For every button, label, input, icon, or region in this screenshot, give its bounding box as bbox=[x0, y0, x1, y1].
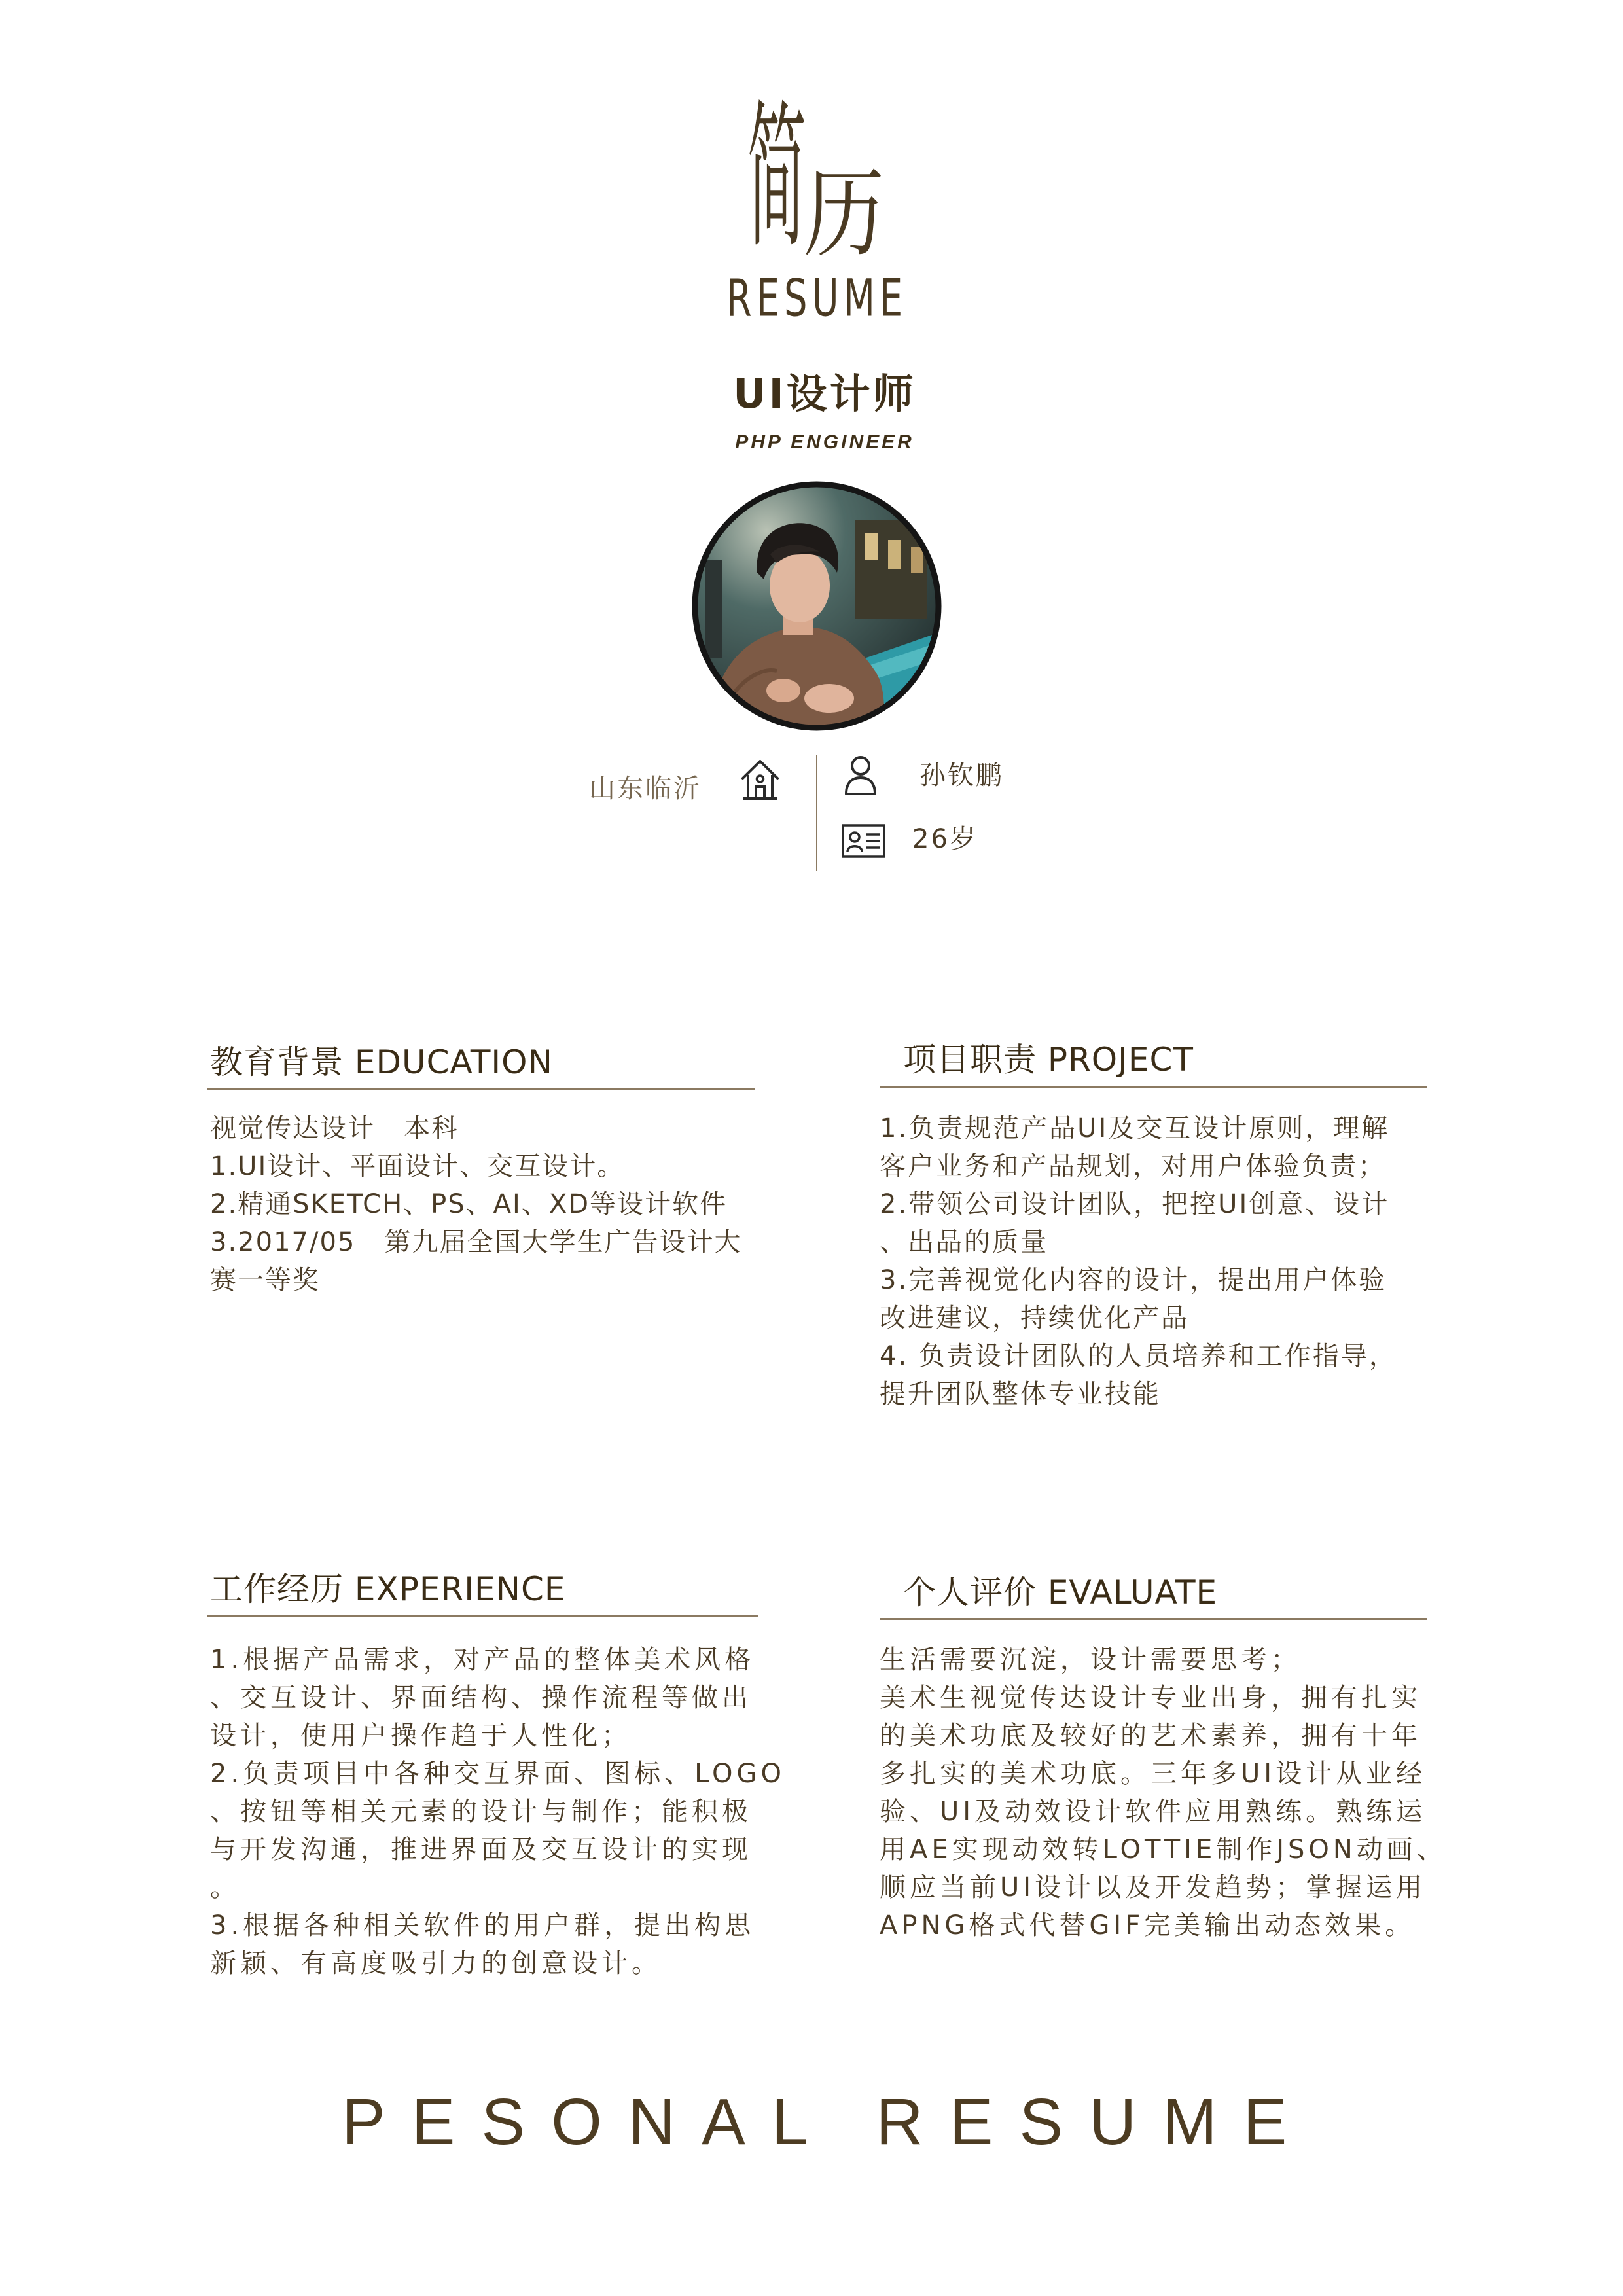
job-title-en: PHP ENGINEER bbox=[735, 431, 914, 453]
education-rule bbox=[207, 1088, 755, 1090]
experience-line: 、按钮等相关元素的设计与制作；能积极 bbox=[210, 1797, 752, 1827]
experience-line: 。 bbox=[210, 1873, 240, 1903]
education-line: 视觉传达设计 本科 bbox=[210, 1113, 459, 1143]
id-card-icon bbox=[842, 824, 885, 858]
person-icon bbox=[843, 755, 878, 796]
project-line: 3.完善视觉化内容的设计，提出用户体验 bbox=[880, 1265, 1387, 1295]
evaluate-line: 美术生视觉传达设计专业出身，拥有扎实 bbox=[880, 1683, 1421, 1713]
evaluate-line: APNG格式代替GIF完美输出动态效果。 bbox=[880, 1910, 1416, 1941]
evaluate-list bbox=[880, 1641, 1447, 1945]
experience-list bbox=[210, 1641, 785, 1982]
title-en: RESUME bbox=[726, 269, 908, 329]
evaluate-line: 用AE实现动效转LOTTIE制作JSON动画、 bbox=[880, 1835, 1447, 1865]
education-list bbox=[210, 1109, 741, 1299]
experience-line: 与开发沟通，推进界面及交互设计的实现 bbox=[210, 1835, 752, 1865]
evaluate-line: 顺应当前UI设计以及开发趋势；掌握运用 bbox=[880, 1873, 1427, 1903]
evaluate-rule bbox=[880, 1618, 1427, 1620]
evaluate-line: 多扎实的美术功底。三年多UI设计从业经 bbox=[880, 1759, 1427, 1789]
project-line: 提升团队整体专业技能 bbox=[880, 1379, 1161, 1409]
evaluate-line: 生活需要沉淀，设计需要思考； bbox=[880, 1645, 1301, 1675]
profile-divider bbox=[816, 755, 817, 871]
experience-line: 、交互设计、界面结构、操作流程等做出 bbox=[210, 1683, 752, 1713]
title-char-2: 历 bbox=[804, 156, 885, 272]
evaluate-line: 的美术功底及较好的艺术素养，拥有十年 bbox=[880, 1721, 1421, 1751]
project-line: 客户业务和产品规划，对用户体验负责； bbox=[880, 1151, 1386, 1181]
project-line: 4. 负责设计团队的人员培养和工作指导， bbox=[880, 1341, 1397, 1371]
age-text: 26岁 bbox=[912, 824, 978, 854]
experience-line: 3.根据各种相关软件的用户群，提出构思 bbox=[210, 1910, 755, 1941]
footer-title: PESONAL RESUME bbox=[342, 2085, 1313, 2159]
project-line: 、出品的质量 bbox=[880, 1227, 1048, 1257]
name-text: 孙钦鹏 bbox=[919, 761, 1004, 791]
experience-line: 1.根据产品需求，对产品的整体美术风格 bbox=[210, 1645, 755, 1675]
education-line: 3.2017/05 第九届全国大学生广告设计大 bbox=[210, 1227, 742, 1257]
evaluate-heading: 个人评价 EVALUATE bbox=[903, 1573, 1218, 1611]
experience-heading: 工作经历 EXPERIENCE bbox=[210, 1570, 566, 1608]
project-line: 改进建议，持续优化产品 bbox=[880, 1303, 1189, 1333]
project-line: 2.带领公司设计团队，把控UI创意、设计 bbox=[880, 1189, 1390, 1219]
avatar bbox=[692, 481, 942, 731]
location-text: 山东临沂 bbox=[589, 774, 702, 804]
experience-rule bbox=[207, 1615, 758, 1617]
experience-line: 新颖、有高度吸引力的创意设计。 bbox=[210, 1948, 662, 1979]
project-line: 1.负责规范产品UI及交互设计原则，理解 bbox=[880, 1113, 1390, 1143]
project-heading: 项目职责 PROJECT bbox=[903, 1041, 1194, 1079]
title-char-1: 简 bbox=[747, 87, 807, 270]
education-line: 赛一等奖 bbox=[210, 1265, 320, 1295]
project-list bbox=[880, 1109, 1397, 1413]
education-line: 1.UI设计、平面设计、交互设计。 bbox=[210, 1151, 625, 1181]
education-line: 2.精通SKETCH、PS、AI、XD等设计软件 bbox=[210, 1189, 728, 1219]
experience-line: 设计，使用户操作趋于人性化； bbox=[210, 1721, 632, 1751]
home-icon bbox=[740, 758, 780, 802]
experience-line: 2.负责项目中各种交互界面、图标、LOGO bbox=[210, 1759, 785, 1789]
evaluate-line: 验、UI及动效设计软件应用熟练。熟练运 bbox=[880, 1797, 1427, 1827]
job-title: UI设计师 bbox=[733, 370, 916, 418]
project-rule bbox=[880, 1086, 1427, 1088]
education-heading: 教育背景 EDUCATION bbox=[210, 1043, 553, 1081]
